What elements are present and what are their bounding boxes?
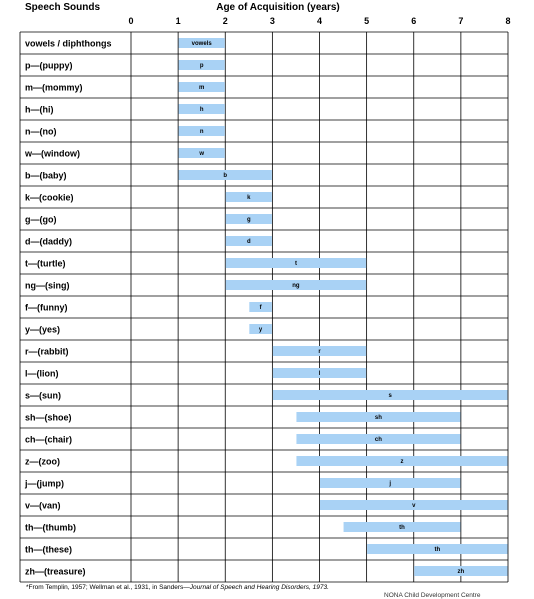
- x-tick-label: 5: [364, 16, 370, 26]
- bar-label: ch: [374, 437, 382, 444]
- bar-label: zh: [457, 569, 465, 576]
- bar-label: y: [258, 327, 263, 334]
- x-tick-label: 1: [175, 16, 181, 26]
- sound-label: n—(no): [25, 126, 57, 137]
- sound-label: j—(jump): [25, 478, 64, 489]
- bar-label: t: [294, 261, 297, 268]
- sound-label: ch—(chair): [25, 434, 73, 445]
- bar-label: th: [399, 525, 405, 532]
- x-tick-label: 6: [411, 16, 417, 26]
- bar-label: d: [246, 239, 251, 246]
- sound-label: g—(go): [25, 214, 57, 225]
- x-ticks: [128, 16, 510, 26]
- bar-label: g: [246, 217, 251, 224]
- sound-label: zh—(treasure): [25, 566, 86, 577]
- sound-label: h—(hi): [25, 104, 54, 115]
- sound-label: r—(rabbit): [25, 346, 69, 357]
- sound-label: th—(thumb): [25, 522, 76, 533]
- bar-label: s: [388, 393, 392, 400]
- sound-label: p—(puppy): [25, 60, 73, 71]
- sound-label: f—(funny): [25, 302, 68, 313]
- bar-label: v: [412, 503, 416, 510]
- sound-label: s—(sun): [25, 390, 61, 401]
- x-tick-label: 0: [128, 16, 134, 26]
- footnote-journal: Journal of Speech and Hearing Disorders, 1973.: [189, 584, 329, 591]
- footnote: [26, 584, 329, 591]
- sound-label: m—(mommy): [25, 82, 83, 93]
- sound-label: th—(these): [25, 544, 72, 555]
- sound-label: v—(van): [25, 500, 61, 511]
- bar-label: l: [318, 371, 321, 378]
- sound-label: sh—(shoe): [25, 412, 72, 423]
- bars: [179, 38, 508, 576]
- bar-label: k: [247, 195, 251, 202]
- bar-label: r: [318, 349, 321, 356]
- bar-label: m: [199, 85, 205, 92]
- x-tick-label: 7: [458, 16, 464, 26]
- bar-label: p: [199, 63, 204, 70]
- sound-label: b—(baby): [25, 170, 67, 181]
- sound-label: y—(yes): [25, 324, 61, 335]
- bar-label: j: [389, 481, 392, 488]
- sound-label: k—(cookie): [25, 192, 74, 203]
- sound-label: z—(zoo): [25, 456, 60, 467]
- age-axis-title: Age of Acquisition (years): [216, 2, 340, 13]
- bar-label: h: [199, 107, 204, 114]
- corner-credit: NONA Child Development Centre: [384, 592, 481, 599]
- sound-label: ng—(sing): [25, 280, 70, 291]
- sound-label: d—(daddy): [25, 236, 72, 247]
- footnote-prefix: *From Templin, 1957; Wellman et al., 1931, in Sanders—: [26, 584, 190, 591]
- bar-label: n: [199, 129, 204, 136]
- bar-label: ng: [292, 283, 300, 290]
- x-tick-label: 3: [269, 16, 275, 26]
- sound-label: l—(lion): [25, 368, 59, 379]
- bar-label: sh: [374, 415, 382, 422]
- speech-sounds-header: Speech Sounds: [25, 2, 101, 13]
- x-tick-label: 8: [505, 16, 511, 26]
- bar-label: th: [434, 547, 441, 554]
- bar-label: f: [259, 305, 262, 312]
- bar-label: z: [400, 459, 404, 466]
- sound-label: vowels / diphthongs: [25, 38, 112, 49]
- sound-label: t—(turtle): [25, 258, 66, 269]
- bar-label: b: [223, 173, 228, 180]
- bar-label: w: [199, 151, 205, 158]
- bar-label: vowels: [191, 41, 212, 48]
- sound-label: w—(window): [25, 148, 80, 159]
- x-tick-label: 2: [222, 16, 228, 26]
- row-labels: [24, 39, 112, 577]
- x-tick-label: 4: [316, 16, 323, 26]
